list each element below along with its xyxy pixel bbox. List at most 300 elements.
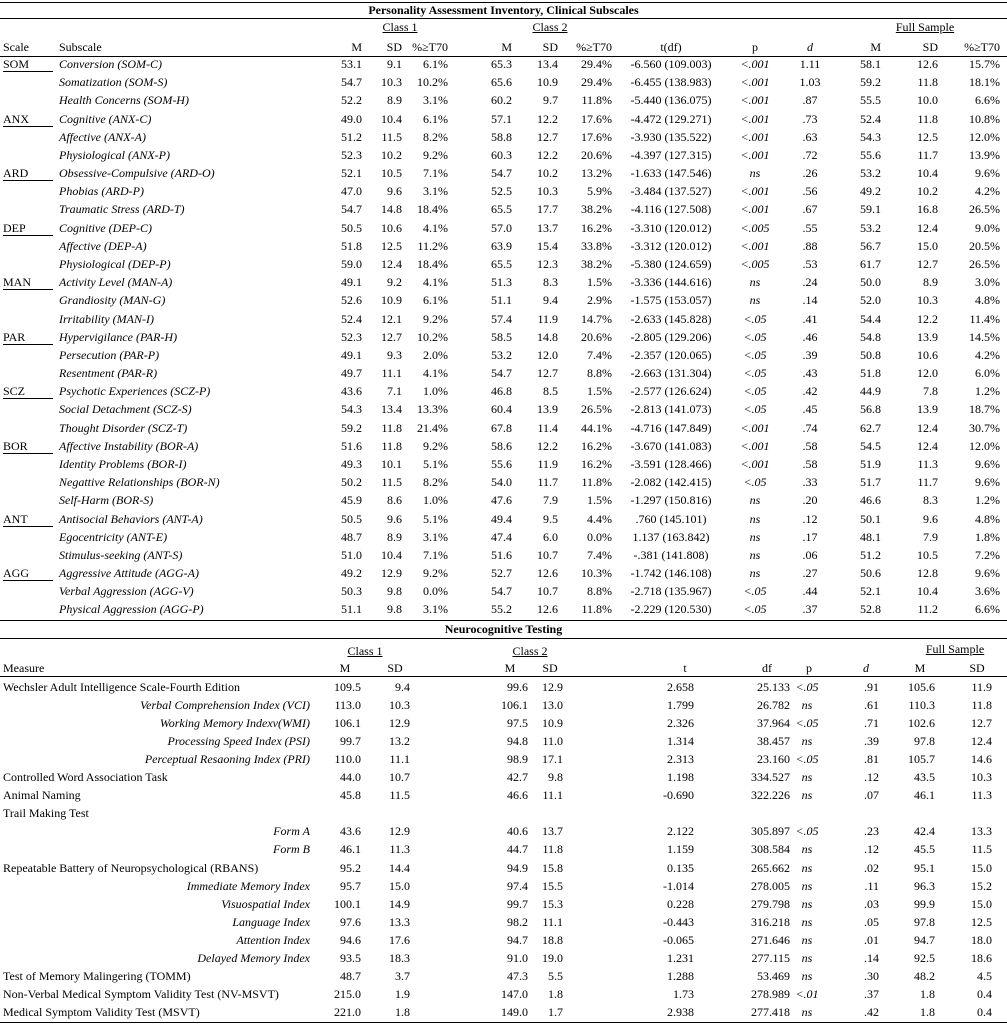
pai-cell-sd1: 10.6 [381, 221, 402, 235]
neuro-cell-d [855, 805, 879, 821]
neuro-cell-mf: 97.8 [914, 915, 935, 929]
neuro-cell-mf: 110.3 [908, 698, 935, 712]
pai-cell-p: ns [749, 493, 761, 507]
pai-cell-sd1: 10.4 [381, 548, 402, 562]
pai-cell-m2: 58.5 [491, 330, 512, 344]
pai-cell-sd1: 9.8 [387, 602, 402, 616]
pai-scale-label [3, 129, 53, 145]
neuro-cell-d: .11 [864, 879, 879, 893]
neuro-cell-mf: 48.2 [914, 969, 935, 983]
pai-subscale-label: Physiological (ANX-P) [59, 148, 170, 162]
pai-cell-m1: 50.5 [341, 221, 362, 235]
pai-cell-d: .26 [802, 166, 818, 180]
pai-cell-p: <.05 [743, 330, 767, 344]
pai-subscale-label: Persecution (PAR-P) [59, 348, 160, 362]
neuro-cell-t: 1.799 [667, 698, 694, 712]
pai-cell-sd2: 14.8 [537, 330, 558, 344]
pai-cell-m1: 51.1 [341, 602, 362, 616]
neuro-cell-sdf: 18.0 [971, 933, 992, 947]
pai-subscale-label: Verbal Aggression (AGG-V) [59, 584, 194, 598]
pai-cell-sdf: 11.7 [917, 148, 938, 162]
pai-cell-m2: 47.6 [491, 493, 512, 507]
pai-cell-sdf: 16.8 [917, 202, 938, 216]
pai-scale-label [3, 347, 53, 363]
pai-cell-p: <.05 [743, 402, 767, 416]
pai-scale-label [3, 201, 53, 217]
pai-subscale-label: Cognitive (DEP-C) [59, 221, 152, 235]
neuro-cell-mf: 45.5 [914, 842, 935, 856]
pai-subscale-label: Physiological (DEP-P) [59, 257, 171, 271]
pai-cell-pf: 30.7% [969, 421, 1000, 435]
neuro-measure-label: Test of Memory Malingering (TOMM) [3, 969, 191, 983]
pai-cell-p2: 16.2% [581, 439, 612, 453]
neuro-group-class2: Class 2 [512, 644, 548, 658]
neuro-cell-p: ns [801, 1005, 813, 1019]
pai-cell-p1: 18.4% [417, 202, 448, 216]
neuro-cell-sd1: 12.9 [389, 824, 410, 838]
pai-cell-mf: 53.2 [860, 166, 881, 180]
neuro-cell-sdf: 13.3 [971, 824, 992, 838]
neuro-cell-m2: 42.7 [507, 770, 528, 784]
pai-cell-sd2: 9.4 [543, 293, 558, 307]
pai-cell-m1: 59.0 [341, 257, 362, 271]
pai-scale-label [3, 365, 53, 381]
neuro-cell-df: 277.418 [751, 1005, 790, 1019]
pai-subscale-label: Resentment (PAR-R) [59, 366, 158, 380]
neuro-cell-sd1: 10.3 [389, 698, 410, 712]
pai-cell-sd1: 10.5 [381, 166, 402, 180]
neuro-cell-mf: 102.6 [908, 716, 935, 730]
pai-cell-p: <.05 [743, 384, 767, 398]
pai-cell-pf: 14.5% [969, 330, 1000, 344]
pai-cell-sd1: 9.6 [387, 184, 402, 198]
pai-cell-p: <.001 [740, 421, 770, 435]
pai-cell-p: ns [749, 293, 761, 307]
pai-scale-label [3, 601, 53, 617]
pai-cell-p1: 8.2% [423, 475, 448, 489]
pai-cell-sd2: 13.9 [537, 402, 558, 416]
neuro-cell-t: 1.159 [667, 842, 694, 856]
neuro-cell-sd2: 15.8 [542, 861, 563, 875]
neuro-cell-d: .07 [864, 788, 879, 802]
neuro-title-rule [0, 638, 1007, 639]
scale-underline [3, 344, 53, 345]
pai-cell-t: -4.116 (127.508) [630, 202, 712, 216]
neuro-cell-sdf: 11.5 [971, 842, 992, 856]
neuro-cell-m2: 94.8 [507, 734, 528, 748]
pai-cell-m1: 43.6 [341, 384, 362, 398]
neuro-cell-sdf: 12.7 [971, 716, 992, 730]
scale-underline [3, 398, 53, 399]
pai-cell-sd1: 11.5 [381, 475, 402, 489]
pai-cell-pf: 15.7% [969, 57, 1000, 71]
pai-cell-p2: 1.5% [587, 493, 612, 507]
pai-cell-sdf: 10.4 [917, 584, 938, 598]
neuro-col-header: M [504, 661, 516, 675]
neuro-cell-sd2 [535, 805, 563, 821]
pai-cell-m1: 51.0 [341, 548, 362, 562]
pai-cell-mf: 56.8 [860, 402, 881, 416]
pai-cell-m1: 52.1 [341, 166, 362, 180]
pai-scale-label [3, 92, 53, 108]
pai-cell-m2: 65.5 [491, 202, 512, 216]
pai-cell-t: -6.455 (138.983) [630, 75, 712, 89]
neuro-cell-m1 [325, 805, 361, 821]
neuro-cell-sd1: 13.3 [389, 915, 410, 929]
pai-cell-d: .46 [802, 330, 818, 344]
pai-col-header: SD [542, 40, 558, 54]
pai-cell-p: ns [749, 548, 761, 562]
pai-cell-sd1: 9.6 [387, 512, 402, 526]
pai-cell-m2: 52.7 [491, 566, 512, 580]
pai-cell-d: .06 [802, 548, 818, 562]
neuro-cell-t [640, 805, 694, 821]
neuro-cell-m2: 97.4 [507, 879, 528, 893]
neuro-cell-sdf: 4.5 [977, 969, 992, 983]
neuro-cell-mf [905, 805, 935, 821]
neuro-cell-df: 278.005 [751, 879, 790, 893]
pai-cell-mf: 59.1 [860, 202, 881, 216]
pai-cell-m1: 52.6 [341, 293, 362, 307]
neuro-col-header: Measure [3, 661, 45, 675]
pai-cell-mf: 56.7 [860, 239, 881, 253]
pai-cell-p: ns [749, 566, 761, 580]
pai-cell-d: .27 [802, 566, 818, 580]
pai-cell-t: -3.670 (141.083) [630, 439, 712, 453]
pai-cell-sd2: 7.9 [543, 493, 558, 507]
pai-cell-sd1: 9.3 [387, 348, 402, 362]
pai-cell-m2: 49.4 [491, 512, 512, 526]
neuro-cell-m1: 109.5 [334, 680, 361, 694]
pai-cell-sd1: 10.4 [381, 112, 402, 126]
neuro-cell-mf: 42.4 [914, 824, 935, 838]
neuro-cell-m1: 45.8 [340, 788, 361, 802]
neuro-cell-p: ns [801, 897, 813, 911]
neuro-cell-mf: 46.1 [914, 788, 935, 802]
pai-cell-p2: 16.2% [581, 457, 612, 471]
pai-cell-pf: 6.6% [975, 93, 1000, 107]
pai-col-header: SD [922, 40, 938, 54]
pai-cell-pf: 26.5% [969, 202, 1000, 216]
neuro-cell-df: 279.798 [751, 897, 790, 911]
neuro-cell-sd2: 1.8 [548, 987, 563, 1001]
neuro-cell-sd1: 10.7 [389, 770, 410, 784]
pai-subscale-label: Affective (DEP-A) [59, 239, 147, 253]
pai-subscale-label: Social Detachment (SCZ-S) [59, 402, 192, 416]
pai-cell-m2: 58.6 [491, 439, 512, 453]
neuro-cell-sd2: 15.5 [542, 879, 563, 893]
neuro-cell-sdf: 18.6 [971, 951, 992, 965]
pai-cell-mf: 58.1 [860, 57, 881, 71]
neuro-cell-mf: 95.1 [914, 861, 935, 875]
neuro-cell-sd1: 11.1 [389, 752, 410, 766]
neuro-cell-df: 53.469 [757, 969, 790, 983]
pai-cell-m2: 67.8 [491, 421, 512, 435]
pai-subscale-label: Antisocial Behaviors (ANT-A) [59, 512, 203, 526]
neuro-cell-m2: 46.6 [507, 788, 528, 802]
pai-cell-t: -2.229 (120.530) [630, 602, 712, 616]
pai-cell-sdf: 10.3 [917, 293, 938, 307]
pai-cell-mf: 51.9 [860, 457, 881, 471]
pai-cell-pf: 10.8% [969, 112, 1000, 126]
pai-cell-p1: 11.2% [417, 239, 448, 253]
pai-cell-d: .45 [802, 402, 818, 416]
neuro-cell-m1: 113.0 [334, 698, 361, 712]
pai-cell-p: <.001 [740, 130, 770, 144]
pai-cell-t: -2.813 (141.073) [630, 402, 712, 416]
pai-col-header: Scale [3, 40, 29, 54]
neuro-cell-d: .01 [864, 933, 879, 947]
neuro-cell-p: <.05 [795, 716, 819, 730]
pai-cell-m2: 46.8 [491, 384, 512, 398]
pai-cell-p1: 9.2% [423, 148, 448, 162]
pai-cell-p2: 29.4% [581, 75, 612, 89]
pai-subscale-label: Self-Harm (BOR-S) [59, 493, 154, 507]
neuro-header-rule [0, 676, 1007, 677]
neuro-measure-label: Repeatable Battery of Neuropsychological (RBANS) [3, 861, 259, 875]
neuro-measure-label: Trail Making Test [3, 806, 89, 820]
neuro-cell-sdf: 15.0 [971, 897, 992, 911]
pai-cell-p1: 6.1% [423, 57, 448, 71]
pai-cell-sd1: 10.3 [381, 75, 402, 89]
neuro-measure-label: Processing Speed Index (PSI) [167, 734, 310, 748]
pai-cell-t: .760 (145.101) [635, 512, 707, 526]
pai-cell-p2: 20.6% [581, 148, 612, 162]
neuro-cell-m1: 93.5 [340, 951, 361, 965]
pai-cell-m1: 52.2 [341, 93, 362, 107]
pai-cell-sd2: 13.7 [537, 221, 558, 235]
scale-underline [3, 580, 53, 581]
neuro-cell-m2: 98.2 [507, 915, 528, 929]
pai-cell-pf: 9.0% [975, 221, 1000, 235]
pai-cell-p1: 3.1% [423, 93, 448, 107]
neuro-cell-d: .30 [864, 969, 879, 983]
pai-cell-sd2: 12.3 [537, 257, 558, 271]
pai-cell-mf: 52.0 [860, 293, 881, 307]
pai-cell-p1: 3.1% [423, 184, 448, 198]
neuro-cell-m2: 47.3 [507, 969, 528, 983]
neuro-cell-sd2: 15.3 [542, 897, 563, 911]
neuro-cell-sd1: 18.3 [389, 951, 410, 965]
neuro-top-rule [0, 620, 1007, 621]
pai-cell-m1: 49.3 [341, 457, 362, 471]
neuro-group-class1: Class 1 [347, 644, 383, 658]
neuro-cell-d: .39 [864, 734, 879, 748]
pai-cell-p: <.001 [740, 75, 770, 89]
neuro-cell-sdf: 15.2 [971, 879, 992, 893]
pai-cell-t: -1.633 (147.546) [630, 166, 712, 180]
pai-cell-sd2: 12.6 [537, 566, 558, 580]
pai-cell-pf: 20.5% [969, 239, 1000, 253]
pai-cell-sdf: 10.5 [917, 548, 938, 562]
pai-cell-p: <.001 [740, 57, 770, 71]
neuro-cell-sdf: 11.9 [971, 680, 992, 694]
neuro-cell-df: 334.527 [751, 770, 790, 784]
pai-cell-p2: 16.2% [581, 221, 612, 235]
neuro-cell-mf: 1.8 [920, 987, 935, 1001]
pai-cell-p1: 1.0% [423, 493, 448, 507]
pai-cell-m1: 51.8 [341, 239, 362, 253]
neuro-cell-sd1: 13.2 [389, 734, 410, 748]
pai-cell-sd2: 12.7 [537, 130, 558, 144]
pai-subscale-label: Grandiosity (MAN-G) [59, 293, 166, 307]
pai-cell-t: 1.137 (163.842) [632, 530, 710, 544]
pai-cell-p2: 1.5% [587, 384, 612, 398]
neuro-cell-p: ns [801, 770, 813, 784]
neuro-cell-sd2: 5.5 [548, 969, 563, 983]
pai-cell-m1: 53.1 [341, 57, 362, 71]
pai-cell-d: .24 [802, 275, 818, 289]
pai-cell-m1: 45.9 [341, 493, 362, 507]
pai-cell-t: -1.575 (153.057) [630, 293, 712, 307]
pai-cell-pf: 12.0% [969, 130, 1000, 144]
bottom-rule [0, 1022, 1007, 1023]
pai-cell-p: <.05 [743, 475, 767, 489]
scale-underline [3, 453, 53, 454]
neuro-measure-label: Immediate Memory Index [186, 879, 310, 893]
pai-scale-label [3, 529, 53, 545]
pai-cell-t: -4.716 (147.849) [630, 421, 712, 435]
pai-cell-p2: 44.1% [581, 421, 612, 435]
pai-cell-d: .53 [802, 257, 818, 271]
pai-cell-d: .63 [802, 130, 818, 144]
pai-cell-p1: 8.2% [423, 130, 448, 144]
pai-cell-mf: 52.1 [860, 584, 881, 598]
neuro-measure-label: Verbal Comprehension Index (VCI) [140, 698, 310, 712]
pai-cell-p1: 10.2% [417, 330, 448, 344]
neuro-cell-sdf: 15.0 [971, 861, 992, 875]
pai-cell-sdf: 10.0 [917, 93, 938, 107]
pai-cell-m2: 54.7 [491, 584, 512, 598]
pai-cell-mf: 46.6 [860, 493, 881, 507]
pai-group-class1: Class 1 [382, 20, 418, 34]
pai-subscale-label: Somatization (SOM-S) [59, 75, 168, 89]
pai-cell-m2: 55.6 [491, 457, 512, 471]
neuro-cell-t: -0.065 [663, 933, 694, 947]
pai-cell-d: .72 [802, 148, 818, 162]
pai-subscale-label: Traumatic Stress (ARD-T) [59, 202, 185, 216]
pai-cell-sdf: 13.9 [917, 330, 938, 344]
pai-cell-m1: 52.4 [341, 312, 362, 326]
pai-cell-t: -5.380 (124.659) [630, 257, 712, 271]
pai-cell-m2: 65.5 [491, 257, 512, 271]
pai-cell-m2: 58.8 [491, 130, 512, 144]
pai-cell-p1: 5.1% [423, 457, 448, 471]
pai-cell-p1: 5.1% [423, 512, 448, 526]
pai-cell-p: <.001 [740, 112, 770, 126]
pai-cell-t: -2.577 (126.624) [630, 384, 712, 398]
neuro-cell-df: 265.662 [751, 861, 790, 875]
pai-cell-d: .58 [802, 457, 818, 471]
pai-cell-m1: 49.1 [341, 348, 362, 362]
pai-cell-sd2: 17.7 [537, 202, 558, 216]
pai-cell-p1: 18.4% [417, 257, 448, 271]
pai-group-class2: Class 2 [532, 20, 568, 34]
neuro-cell-sd2: 10.9 [542, 716, 563, 730]
pai-scale-label [3, 311, 53, 327]
neuro-cell-t: 1.314 [667, 734, 694, 748]
pai-col-header: Subscale [59, 40, 102, 54]
pai-cell-mf: 52.8 [860, 602, 881, 616]
pai-cell-sdf: 12.4 [917, 221, 938, 235]
pai-cell-d: .67 [802, 202, 818, 216]
pai-cell-m2: 57.4 [491, 312, 512, 326]
neuro-cell-sd1: 17.6 [389, 933, 410, 947]
pai-subscale-label: Conversion (SOM-C) [59, 57, 162, 71]
pai-scale-label [3, 256, 53, 272]
pai-cell-p: <.001 [740, 457, 770, 471]
pai-cell-t: -5.440 (136.075) [630, 93, 712, 107]
neuro-cell-m1: 221.0 [334, 1005, 361, 1019]
pai-cell-sd1: 7.1 [387, 384, 402, 398]
pai-cell-sdf: 11.8 [917, 112, 938, 126]
pai-cell-sdf: 12.0 [917, 366, 938, 380]
pai-cell-sdf: 12.2 [917, 312, 938, 326]
neuro-cell-sdf: 12.4 [971, 734, 992, 748]
pai-subscale-label: Health Concerns (SOM-H) [59, 93, 189, 107]
pai-subscale-label: Identity Problems (BOR-I) [59, 457, 187, 471]
pai-scale-label [3, 147, 53, 163]
pai-cell-p2: 38.2% [581, 257, 612, 271]
pai-cell-pf: 4.2% [975, 184, 1000, 198]
pai-subscale-label: Hypervigilance (PAR-H) [59, 330, 178, 344]
pai-cell-mf: 51.2 [860, 548, 881, 562]
pai-cell-sd1: 8.9 [387, 530, 402, 544]
neuro-cell-df: 271.646 [751, 933, 790, 947]
pai-cell-m1: 49.7 [341, 366, 362, 380]
neuro-cell-m2: 149.0 [501, 1005, 528, 1019]
neuro-cell-df: 37.964 [757, 716, 790, 730]
pai-cell-p2: 17.6% [581, 112, 612, 126]
pai-scale-label: ANT [3, 512, 28, 526]
pai-cell-m2: 54.7 [491, 366, 512, 380]
neuro-measure-label: Language Index [232, 915, 310, 929]
pai-cell-mf: 53.2 [860, 221, 881, 235]
pai-cell-sd2: 12.2 [537, 148, 558, 162]
pai-cell-mf: 54.3 [860, 130, 881, 144]
pai-scale-label: MAN [3, 275, 32, 289]
pai-cell-pf: 18.1% [969, 75, 1000, 89]
neuro-cell-p [790, 805, 824, 821]
neuro-cell-sd2: 11.1 [542, 788, 563, 802]
pai-cell-p1: 7.1% [423, 548, 448, 562]
pai-cell-d: .58 [802, 439, 818, 453]
pai-cell-sd1: 8.6 [387, 493, 402, 507]
pai-cell-sd2: 12.6 [537, 602, 558, 616]
pai-cell-pf: 9.6% [975, 566, 1000, 580]
pai-cell-p: <.001 [740, 184, 770, 198]
pai-cell-d: .56 [802, 184, 818, 198]
pai-cell-p1: 10.2% [417, 75, 448, 89]
neuro-cell-m2: 99.6 [507, 680, 528, 694]
pai-cell-pf: 3.6% [975, 584, 1000, 598]
pai-subscale-label: Thought Disorder (SCZ-T) [59, 421, 188, 435]
pai-cell-sdf: 9.6 [923, 512, 938, 526]
pai-cell-sd2: 15.4 [537, 239, 558, 253]
pai-cell-sd2: 12.7 [537, 366, 558, 380]
pai-cell-p: <.05 [743, 348, 767, 362]
pai-subscale-label: Affective (ANX-A) [59, 130, 146, 144]
neuro-cell-d: .05 [864, 915, 879, 929]
neuro-measure-label: Attention Index [236, 933, 310, 947]
pai-scale-label [3, 292, 53, 308]
pai-subscale-label: Phobias (ARD-P) [59, 184, 144, 198]
neuro-col-header: p [806, 661, 812, 675]
pai-cell-p: <.05 [743, 602, 767, 616]
pai-cell-p2: 10.3% [581, 566, 612, 580]
neuro-cell-p: ns [801, 933, 813, 947]
neuro-measure-label: Medical Symptom Validity Test (MSVT) [3, 1005, 200, 1019]
